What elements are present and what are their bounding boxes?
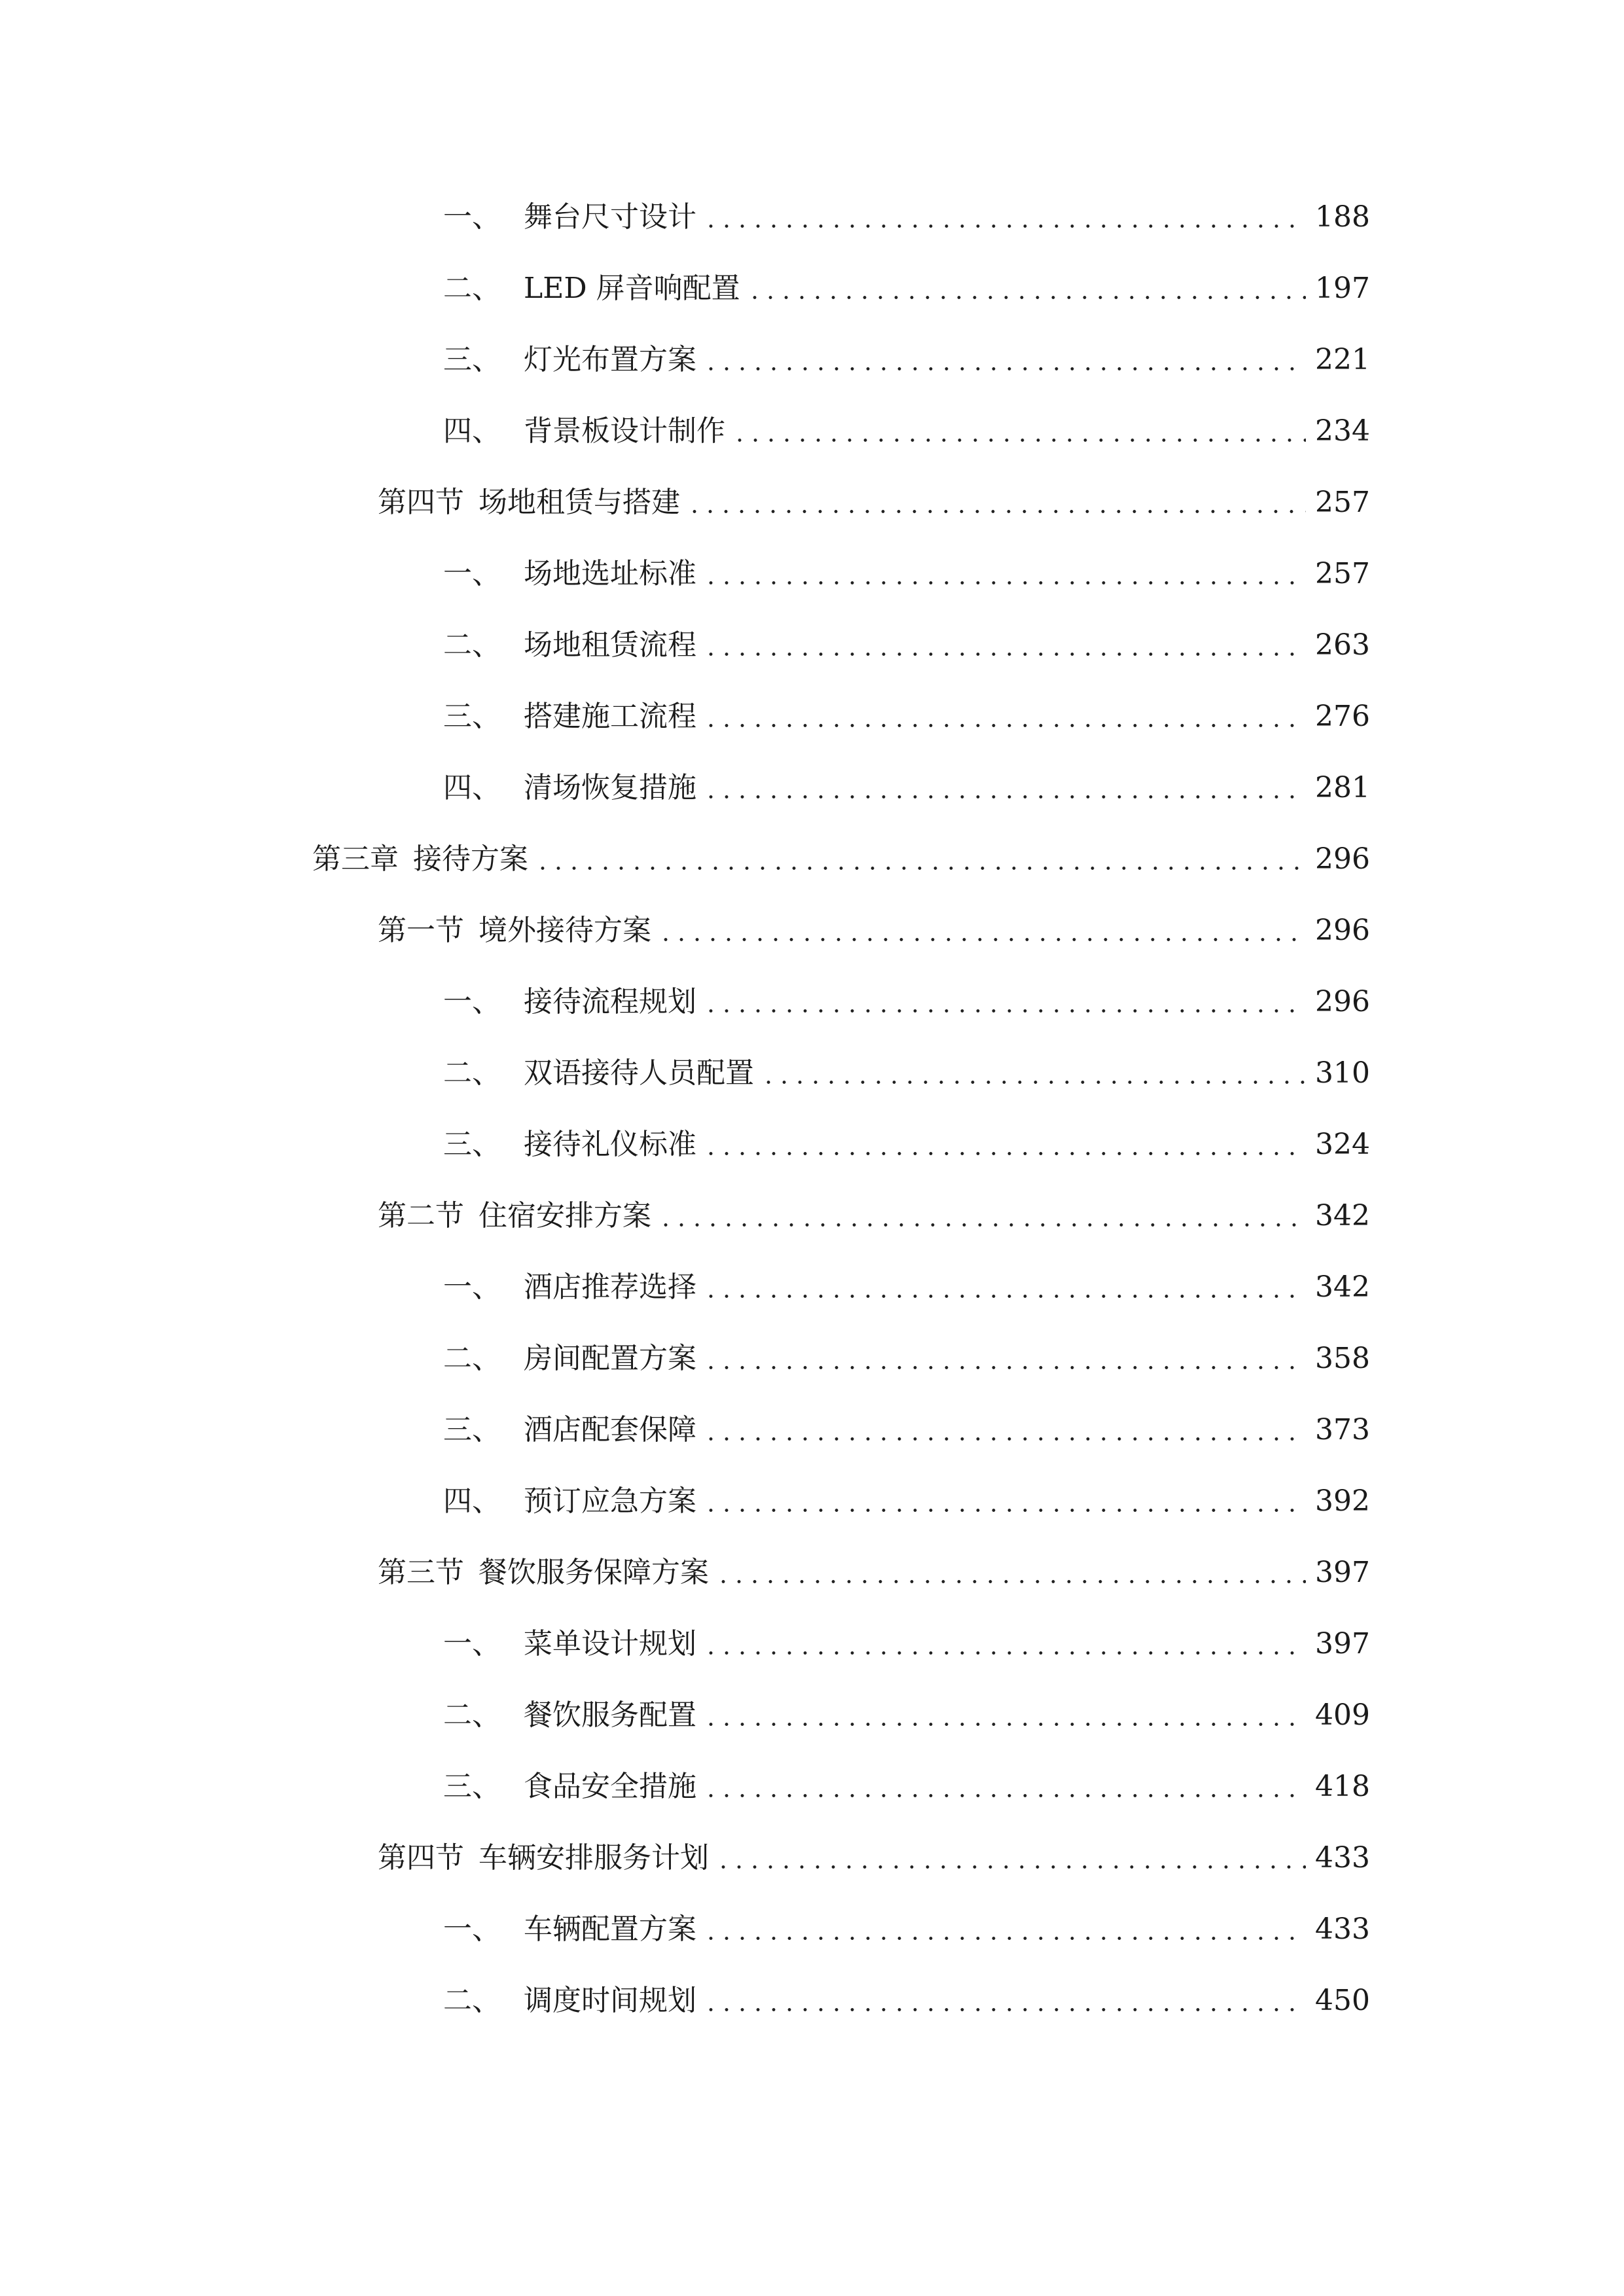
toc-entry-page: 342 [1315,1270,1370,1304]
toc-entry[interactable] [378,905,1370,957]
dot-leader [535,833,1306,886]
toc-entry-page: 358 [1315,1342,1370,1375]
dot-leader [703,548,1306,600]
toc-entry-number: 一、 [443,985,501,1018]
toc-entry-number: 第四节 [378,486,464,519]
dot-leader [703,191,1306,243]
toc-entry-page: 324 [1315,1128,1370,1161]
dot-leader [732,405,1306,457]
toc-entry-title: 境外接待方案 [478,914,651,947]
dot-leader [703,1404,1306,1456]
toc-entry[interactable] [443,548,1370,600]
toc-entry-page: 263 [1315,628,1370,662]
toc-entry-page: 397 [1315,1627,1370,1660]
toc-entry-page: 310 [1315,1056,1370,1090]
toc-entry-title: 场地租赁流程 [524,628,696,662]
toc-entry-number: 一、 [443,200,501,234]
dot-leader [658,905,1306,957]
toc-entry[interactable] [378,1832,1370,1884]
toc-entry-number: 四、 [443,771,501,804]
toc-entry-title: 接待流程规划 [524,985,696,1018]
toc-entry-number: 二、 [443,1984,501,2017]
toc-entry-page: 409 [1315,1698,1370,1732]
toc-entry-title: 预订应急方案 [524,1484,696,1518]
toc-entry-page: 296 [1315,985,1370,1018]
toc-entry-page: 397 [1315,1556,1370,1589]
toc-entry-title: 车辆配置方案 [524,1912,696,1946]
toc-entry-number: 第三节 [378,1556,464,1589]
toc-entry[interactable] [443,976,1370,1028]
toc-entry-number: 第一节 [378,914,464,947]
toc-entry[interactable] [378,1190,1370,1242]
toc-entry-page: 276 [1315,700,1370,733]
toc-entry[interactable] [443,191,1370,243]
dot-leader [703,1618,1306,1670]
dot-leader [703,1475,1306,1528]
toc-entry-title: 住宿安排方案 [478,1199,651,1232]
toc-entry-title: 餐饮服务保障方案 [478,1556,709,1589]
toc-entry-page: 450 [1315,1984,1370,2017]
dot-leader [703,1761,1306,1813]
dot-leader [703,1261,1306,1314]
toc-entry-number: 第四节 [378,1841,464,1874]
dot-leader [703,976,1306,1028]
toc-entry-page: 433 [1315,1841,1370,1874]
toc-entry[interactable] [443,1475,1370,1528]
toc-entry[interactable] [443,1119,1370,1171]
dot-leader [658,1190,1306,1242]
dot-leader [703,1903,1306,1956]
toc-entry[interactable] [378,1547,1370,1599]
toc-entry-number: 二、 [443,1342,501,1375]
toc-entry-number: 三、 [443,343,501,376]
toc-entry[interactable] [443,1618,1370,1670]
toc-entry-number: 四、 [443,414,501,448]
toc-entry-title: 车辆安排服务计划 [478,1841,709,1874]
toc-entry[interactable] [378,476,1370,529]
dot-leader [703,1689,1306,1742]
toc-entry-title: 食品安全措施 [524,1770,696,1803]
toc-entry-page: 392 [1315,1484,1370,1518]
toc-entry[interactable] [443,1261,1370,1314]
toc-entry[interactable] [312,833,1370,886]
toc-entry-page: 257 [1315,557,1370,590]
toc-entry-title: 背景板设计制作 [524,414,725,448]
toc-entry-page: 373 [1315,1413,1370,1446]
dot-leader [715,1547,1306,1599]
toc-entry[interactable] [443,405,1370,457]
toc-entry-title: 灯光布置方案 [524,343,696,376]
dot-leader [761,1047,1306,1100]
dot-leader [703,762,1306,814]
dot-leader [703,1333,1306,1385]
toc-entry-title: 场地租赁与搭建 [478,486,680,519]
toc-entry-number: 一、 [443,1627,501,1660]
toc-entry[interactable] [443,1761,1370,1813]
dot-leader [687,476,1306,529]
toc-entry-page: 221 [1315,343,1370,376]
dot-leader [747,262,1306,315]
toc-entry-number: 三、 [443,1128,501,1161]
dot-leader [715,1832,1306,1884]
toc-entry-title: 舞台尺寸设计 [524,200,696,234]
toc-entry-title: 酒店推荐选择 [524,1270,696,1304]
toc-entry-page: 197 [1315,272,1370,305]
toc-entry[interactable] [443,1404,1370,1456]
toc-entry-number: 一、 [443,1270,501,1304]
toc-entry-number: 二、 [443,628,501,662]
toc-entry-number: 二、 [443,272,501,305]
toc-entry[interactable] [443,1903,1370,1956]
dot-leader [703,691,1306,743]
toc-entry-number: 一、 [443,557,501,590]
toc-entry-number: 第二节 [378,1199,464,1232]
toc-entry-page: 433 [1315,1912,1370,1946]
toc-entry-page: 281 [1315,771,1370,804]
toc-entry-number: 四、 [443,1484,501,1518]
toc-entry-title: 房间配置方案 [524,1342,696,1375]
toc-entry[interactable] [443,1333,1370,1385]
toc-entry-title: 接待礼仪标准 [524,1128,696,1161]
toc-entry-page: 296 [1315,914,1370,947]
toc-entry[interactable] [443,1047,1370,1100]
toc-entry-title: 调度时间规划 [524,1984,696,2017]
toc-entry-number: 第三章 [312,842,399,876]
toc-entry-page: 342 [1315,1199,1370,1232]
dot-leader [703,619,1306,672]
toc-entry-page: 418 [1315,1770,1370,1803]
toc-entry-title: 酒店配套保障 [524,1413,696,1446]
toc-entry-title: 场地选址标准 [524,557,696,590]
toc-entry-page: 257 [1315,486,1370,519]
toc-entry-title: LED 屏音响配置 [524,272,740,305]
toc-entry[interactable] [443,762,1370,814]
toc-entry[interactable] [443,334,1370,386]
dot-leader [703,334,1306,386]
toc-entry[interactable] [443,619,1370,672]
toc-entry-title: 双语接待人员配置 [524,1056,754,1090]
toc-entry-number: 二、 [443,1056,501,1090]
toc-entry[interactable] [443,1689,1370,1742]
toc-entry-page: 234 [1315,414,1370,448]
toc-entry-number: 一、 [443,1912,501,1946]
toc-entry-page: 188 [1315,200,1370,234]
toc-entry-number: 三、 [443,700,501,733]
toc-entry-number: 二、 [443,1698,501,1732]
toc-entry-title: 接待方案 [413,842,528,876]
toc-entry-title: 搭建施工流程 [524,700,696,733]
toc-entry[interactable] [443,1975,1370,2027]
dot-leader [703,1119,1306,1171]
toc-entry-page: 296 [1315,842,1370,876]
toc-entry-number: 三、 [443,1770,501,1803]
toc-entry-title: 清场恢复措施 [524,771,696,804]
toc-entry[interactable] [443,262,1370,315]
toc-entry-title: 菜单设计规划 [524,1627,696,1660]
dot-leader [703,1975,1306,2027]
toc-entry[interactable] [443,691,1370,743]
toc-entry-number: 三、 [443,1413,501,1446]
toc-entry-title: 餐饮服务配置 [524,1698,696,1732]
